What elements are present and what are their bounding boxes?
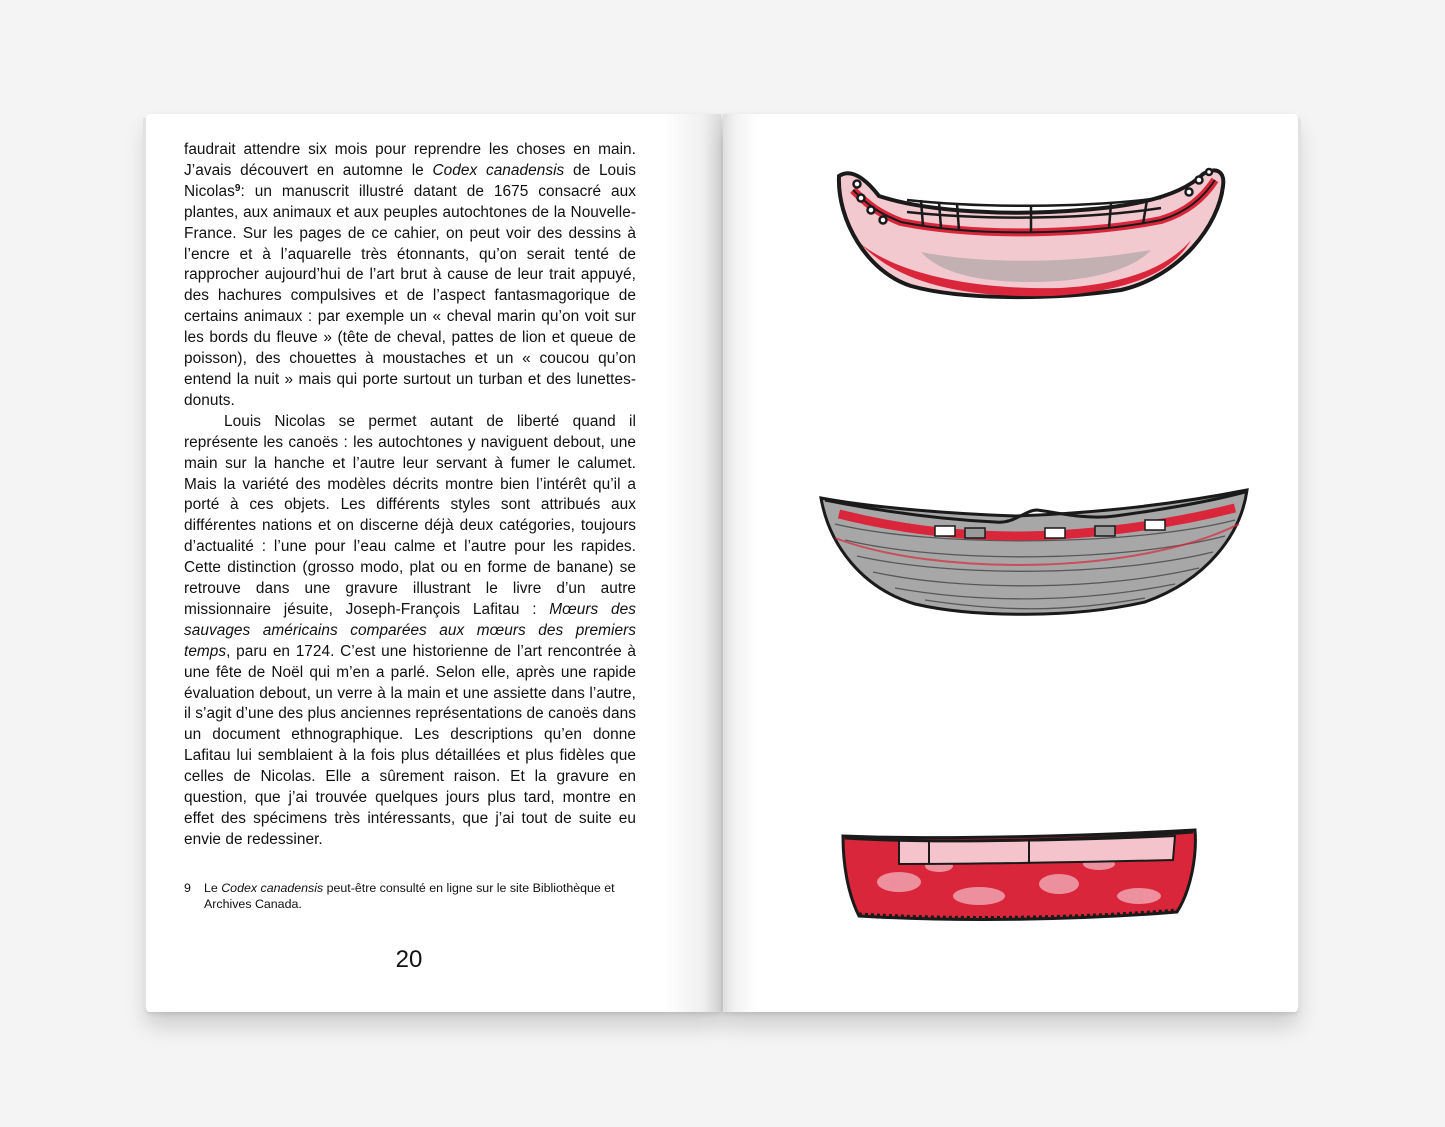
- footnote-text-part: peut-être consulté en ligne sur le site Bibliothèque et Archives Canada.: [204, 881, 615, 911]
- page-edge: [1298, 118, 1301, 1008]
- banana-canoe-illustration: [831, 164, 1231, 304]
- book-title: Mœurs des sauvages américains comparées aux mœurs des premiers temps: [184, 600, 636, 660]
- paragraph-text: , paru en 1724. C’est une historienne de l’art rencontrée à une fête de Noël qui m’en a parlé. Selon elle, après une rapide évaluation debout, un verre à la main et une assiette dans l’autre, il s’agit d’une des plus anciennes représentations de canoës dans un document ethnographique. Les descriptions qu’en donne Lafitau lui semblaient à la fois plus détaillées et plus fidèles que celles de Nicolas. Elle a sûrement raison. Et la gravure en question, que j’ai trouvée quelques jours plus tard, montre en effet des spécimens très intéressants, que j’ai tout de suite eu envie de redessiner.: [184, 642, 636, 848]
- footnote-number: 9: [184, 881, 191, 895]
- page-number: 20: [395, 946, 423, 973]
- footnote: [184, 880, 624, 912]
- footnote-text: [204, 880, 624, 912]
- footnote-codex-title: Codex canadensis: [221, 881, 324, 895]
- footnote-reference[interactable]: 9: [234, 182, 241, 194]
- footnote-text-part: Le: [204, 881, 222, 895]
- page-edge: [143, 118, 146, 1008]
- paragraph-text: de Louis Nicolas: [184, 161, 636, 200]
- left-page: [146, 114, 721, 1012]
- paragraph-text: : un manuscrit illustré datant de 1675 consacré aux plantes, aux animaux et aux peuples autochtones de la Nouvelle-France. Sur les pages de ce cahier, on peut voir des dessins à l’encre et à l’aquarelle très étonnants, qu’on serait tenté de rapprocher aujourd’hui de l’art brut à cause de leur trait appuyé, des hachures compulsives et de l’aspect fantasmagorique de certains animaux : par exemple un « cheval marin qu’on voit sur les bords du fleuve » (tête de cheval, pattes de lion et queue de poisson), des chouettes à moustaches et un « coucou qu’on entend la nuit » mais qui porte surtout un turban et des lunettes-donuts.: [184, 182, 636, 409]
- paragraph-1: [184, 140, 636, 412]
- flat-red-canoe-illustration: [839, 826, 1203, 924]
- grey-birchbark-canoe-illustration: [815, 484, 1255, 624]
- right-page: [723, 114, 1298, 1012]
- paragraph-text: Louis Nicolas se permet autant de liberté quand il représente les canoës : les autochtones y naviguent debout, une main sur la hanche et l’autre leur servant à fumer le calumet. Mais la variété des modèles décrits montre bien l’intérêt qu’il a porté à ces objets. Les différents styles sont attribués aux différentes nations et on discerne déjà deux catégories, toujours d’actualité : l’une pour l’eau calme et l’autre pour les rapides. Cette distinction (grosso modo, plat ou en forme de banane) se retrouve dans une gravure illustrant le livre d’un autre missionnaire jésuite, Joseph-François Lafitau :: [184, 412, 636, 618]
- paragraph-2: [184, 412, 636, 851]
- paragraph-text: faudrait attendre six mois pour reprendre les choses en main. J’avais découvert en automne le: [184, 141, 636, 179]
- body-text: [184, 140, 636, 851]
- open-book: [146, 114, 1298, 1012]
- codex-title: Codex canadensis: [432, 161, 565, 179]
